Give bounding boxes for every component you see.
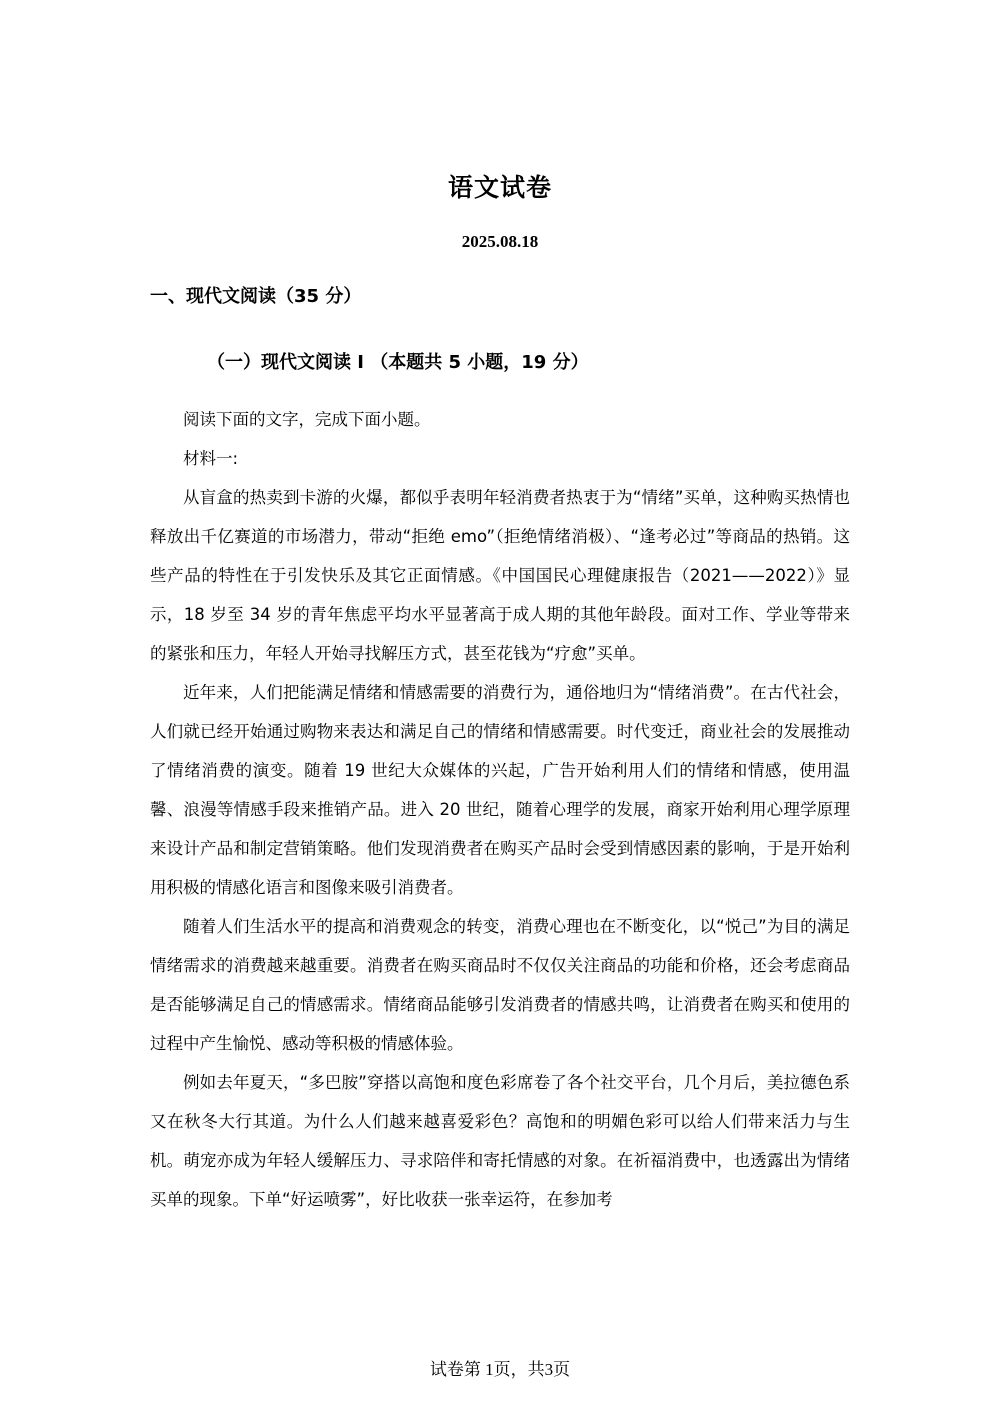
passage-paragraph: 例如去年夏天，“多巴胺”穿搭以高饱和度色彩席卷了各个社交平台，几个月后，美拉德色系又在秋冬大行其道。为什么人们越来越喜爱彩色？高饱和的明媚色彩可以给人们带来活力与生机。萌宠亦成为年轻人缓解压力、寻求陪伴和寄托情感的对象。在祈福消费中，也透露出为情绪买单的现象。下单“好运喷雾”，好比收获一张幸运符，在参加考 xyxy=(150,1073,850,1209)
material-label: 材料一: xyxy=(183,449,239,468)
sub-section-heading: （一）现代文阅读 I （本题共 5 小题，19 分） xyxy=(207,352,589,373)
passage-paragraph: 从盲盒的热卖到卡游的火爆，都似乎表明年轻消费者热衷于为“情绪”买单，这种购买热情也释放出千亿赛道的市场潜力，带动“拒绝 emo”（拒绝情绪消极）、“逢考必过”等商品的热销。这些产品的特性在于引发快乐及其它正面情感。《中国国民心理健康报告（2021——2022）》显示，18 岁至 34 岁的青年焦虑平均水平显著高于成人期的其他年龄段。面对工作、学业等带来的紧张和压力，年轻人开始寻找解压方式，甚至花钱为“疗愈”买单。 xyxy=(150,488,850,663)
reading-passage xyxy=(150,400,850,1219)
passage-paragraph: 随着人们生活水平的提高和消费观念的转变，消费心理也在不断变化，以“悦己”为目的满足情绪需求的消费越来越重要。消费者在购买商品时不仅仅关注商品的功能和价格，还会考虑商品是否能够满足自己的情感需求。情绪商品能够引发消费者的情感共鸣，让消费者在购买和使用的过程中产生愉悦、感动等积极的情感体验。 xyxy=(150,917,850,1053)
section-heading: 一、现代文阅读（35 分） xyxy=(150,286,362,307)
instruction-text: 阅读下面的文字，完成下面小题。 xyxy=(183,410,431,429)
document-date: 2025.08.18 xyxy=(461,232,539,251)
document-title: 语文试卷 xyxy=(447,173,552,202)
passage-paragraph: 近年来，人们把能满足情绪和情感需要的消费行为，通俗地归为“情绪消费”。在古代社会，人们就已经开始通过购物来表达和满足自己的情绪和情感需要。时代变迁，商业社会的发展推动了情绪消费的演变。随着 19 世纪大众媒体的兴起，广告开始利用人们的情绪和情感，使用温馨、浪漫等情感手段来推销产品。进入 20 世纪，随着心理学的发展，商家开始利用心理学原理来设计产品和制定营销策略。他们发现消费者在购买产品时会受到情感因素的影响，于是开始利用积极的情感化语言和图像来吸引消费者。 xyxy=(150,683,850,897)
page-footer: 试卷第 1页，共3页 xyxy=(429,1360,571,1379)
